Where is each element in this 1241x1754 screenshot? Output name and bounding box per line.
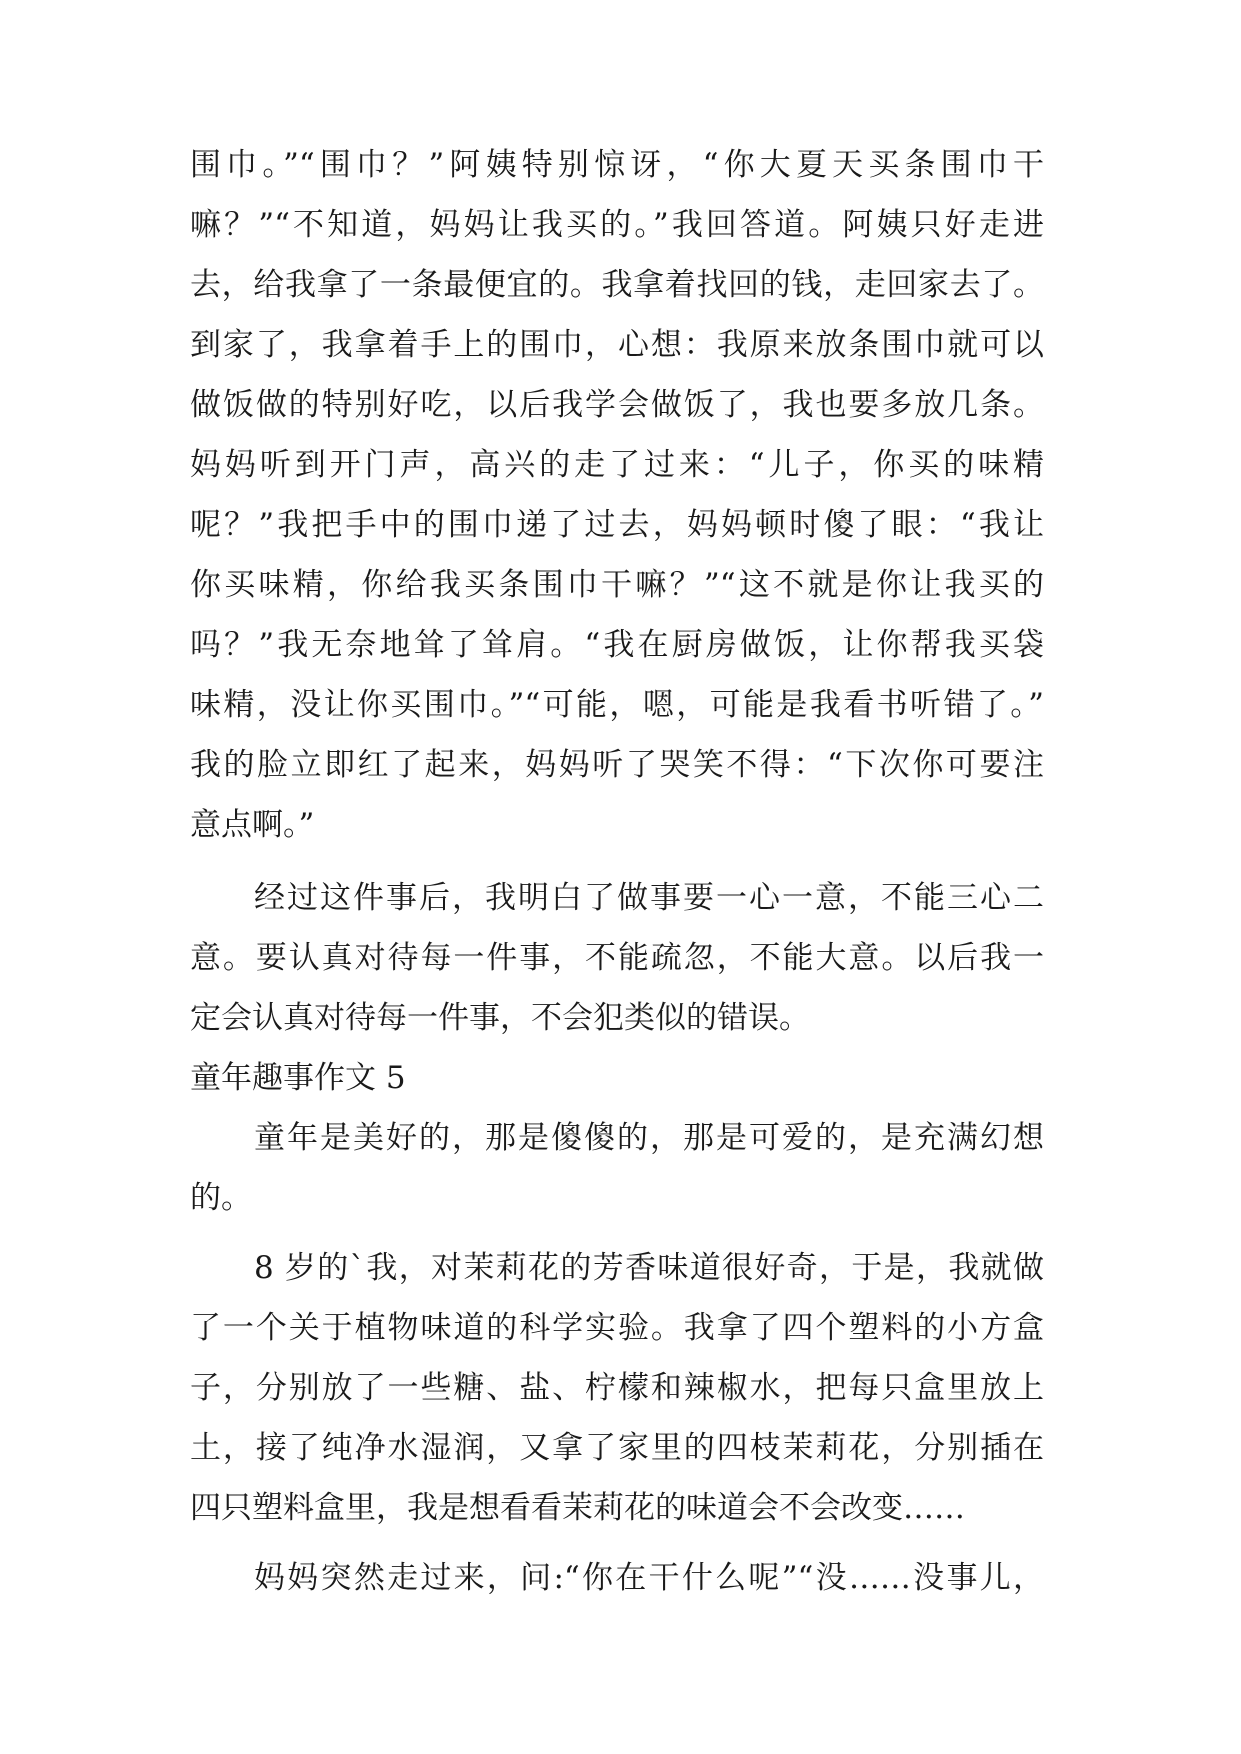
paragraph-line: 的。 — [190, 1180, 252, 1216]
paragraph-line: 意。要认真对待每一件事，不能疏忽，不能大意。以后我一 — [190, 940, 1044, 976]
section-heading: 童年趣事作文 5 — [190, 1060, 406, 1096]
paragraph-line: 土，接了纯净水湿润，又拿了家里的四枝茉莉花，分别插在 — [190, 1430, 1044, 1466]
paragraph-line: 妈妈突然走过来，问:“你在干什么呢”“没……没事儿， — [254, 1560, 1044, 1596]
paragraph-line: 子，分别放了一些糖、盐、柠檬和辣椒水，把每只盒里放上 — [190, 1370, 1044, 1406]
paragraph-line: 到家了，我拿着手上的围巾，心想：我原来放条围巾就可以 — [190, 327, 1044, 363]
paragraph-line: 妈妈听到开门声，高兴的走了过来：“儿子，你买的味精 — [190, 447, 1044, 483]
paragraph-line: 童年是美好的，那是傻傻的，那是可爱的，是充满幻想 — [254, 1120, 1044, 1156]
paragraph-line: 做饭做的特别好吃，以后我学会做饭了，我也要多放几条。 — [190, 387, 1044, 423]
paragraph-line: 你买味精，你给我买条围巾干嘛？”“这不就是你让我买的 — [190, 567, 1044, 603]
paragraph-line: 8 岁的`我，对茉莉花的芳香味道很好奇，于是，我就做 — [254, 1250, 1044, 1286]
paragraph-line: 去，给我拿了一条最便宜的。我拿着找回的钱，走回家去了。 — [190, 267, 1044, 303]
paragraph-line: 围巾。”“围巾？”阿姨特别惊讶，“你大夏天买条围巾干 — [190, 147, 1044, 183]
paragraph-line: 嘛？”“不知道，妈妈让我买的。”我回答道。阿姨只好走进 — [190, 207, 1044, 243]
paragraph-line: 经过这件事后，我明白了做事要一心一意，不能三心二 — [254, 880, 1044, 916]
paragraph-line: 了一个关于植物味道的科学实验。我拿了四个塑料的小方盒 — [190, 1310, 1044, 1346]
paragraph-line: 呢？”我把手中的围巾递了过去，妈妈顿时傻了眼：“我让 — [190, 507, 1044, 543]
paragraph-line: 味精，没让你买围巾。”“可能，嗯，可能是我看书听错了。” — [190, 687, 1044, 723]
paragraph-line: 四只塑料盒里，我是想看看茉莉花的味道会不会改变…… — [190, 1490, 965, 1526]
paragraph-line: 定会认真对待每一件事，不会犯类似的错误。 — [190, 1000, 810, 1036]
paragraph-line: 我的脸立即红了起来，妈妈听了哭笑不得：“下次你可要注 — [190, 747, 1044, 783]
paragraph-line: 意点啊。” — [190, 807, 315, 843]
paragraph-line: 吗？”我无奈地耸了耸肩。“我在厨房做饭，让你帮我买袋 — [190, 627, 1044, 663]
